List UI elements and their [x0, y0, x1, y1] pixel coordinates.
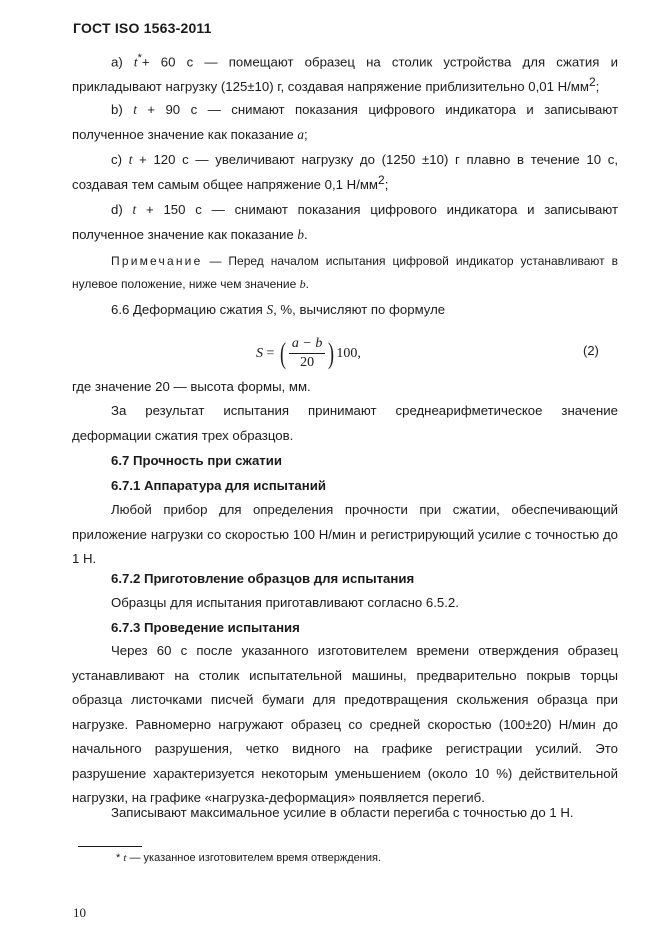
result-text: За результат испытания принимают среднеарифметическое значение деформации сжатия трех образцов.	[72, 403, 618, 443]
left-paren: (	[279, 336, 286, 370]
denominator: 20	[300, 355, 315, 370]
equation-number: (2)	[583, 343, 599, 358]
factor: 100,	[336, 345, 361, 361]
heading-6-7-1: 6.7.1 Аппаратура для испытаний	[111, 478, 326, 493]
fraction	[289, 336, 325, 371]
item-b: b) t + 90 с — снимают показания цифрового индикатора и записывают полученное значение как показание a;	[72, 102, 619, 142]
heading-6-7: 6.7 Прочность при сжатии	[111, 453, 282, 468]
footnote-divider	[78, 846, 142, 847]
text-6-7-1: Любой прибор для определения прочности при сжатии, обеспечивающий приложение нагрузки со скоростью 100 Н/мин и регистрирующий усилие с точностью до 1 Н.	[72, 502, 618, 566]
document-header: ГОСТ ISO 1563-2011	[73, 20, 212, 36]
formula-2: S = ( $\frac{a - b}{20}$ ) 100,	[256, 336, 361, 370]
note-label: Примечание	[111, 254, 203, 268]
item-a: а) t*+ 60 с — помещают образец на столик устройства для сжатия и прикладывают нагрузку (125±10) г, создавая напряжение приблизительно 0,01 $Н/мм^2$;	[72, 52, 618, 94]
section-6-6: 6.6 Деформацию сжатия S, %, вычисляют по формуле	[111, 302, 446, 317]
item-c: с) t + 120 с — увеличивают нагрузку до (1250 ±10) г плавно в течение 10 с, создавая тем самым общее напряжение 0,1 $Н/мм^2$;	[72, 152, 618, 192]
note: Примечание — Перед началом испытания цифровой индикатор устанавливают в нулевое положение, ниже чем значение b.	[72, 254, 618, 291]
item-d: d) t + 150 с — снимают показания цифрового индикатора и записывают полученное значение как показание b.	[72, 202, 619, 242]
right-paren: )	[328, 336, 335, 370]
where-text: где значение 20 — высота формы, мм.	[72, 379, 311, 394]
page-number: 10	[73, 905, 86, 920]
text-6-7-2: Образцы для испытания приготавливают согласно 6.5.2.	[111, 595, 459, 610]
footnote: * t — указанное изготовителем время отверждения.	[116, 852, 381, 864]
text-6-7-3-b: Записывают максимальное усилие в области перегиба с точностью до 1 Н.	[111, 805, 574, 820]
numerator: a − b	[289, 336, 325, 354]
heading-6-7-2: 6.7.2 Приготовление образцов для испытания	[111, 571, 415, 586]
text-6-7-3: Через 60 с после указанного изготовителем времени отверждения образец устанавливают на столик испытательной машины, предварительно покрыв торцы образца листочками писчей бумаги для предотвращения скольжения образца при нагрузке. Равномерно нагружают образец со средней скоростью (100±20) Н/мин до начального разрушения, четко видного на графике регистрации усилий. Это разрушение характеризуется некоторым уменьшением (около 10 %) действительной нагрузки, на графике «нагрузка-деформация» появляется перегиб.	[72, 643, 618, 805]
heading-6-7-3: 6.7.3 Проведение испытания	[111, 620, 300, 635]
